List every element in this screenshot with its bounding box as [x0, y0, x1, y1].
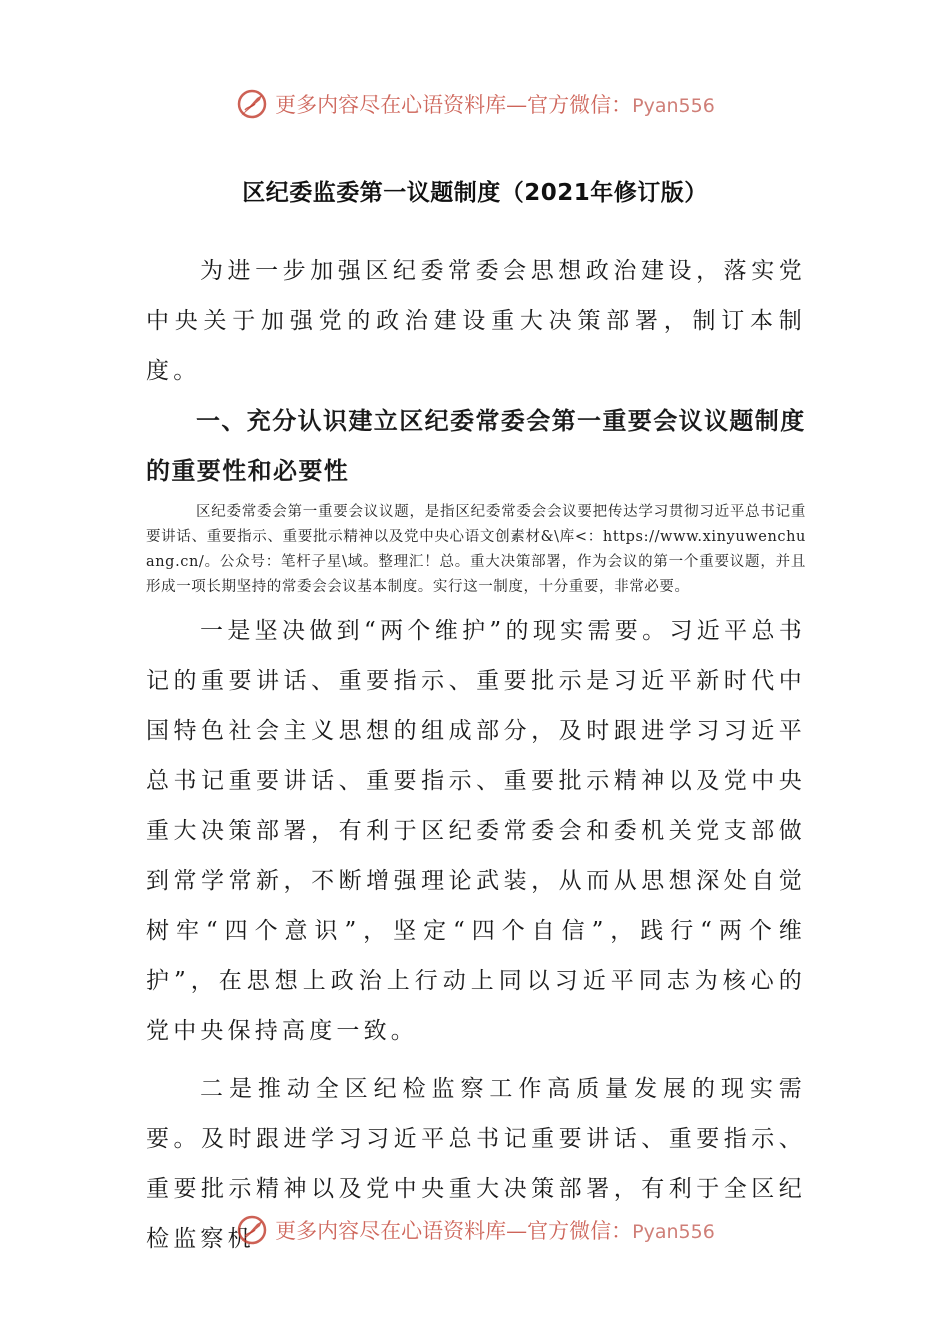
- section-note: 区纪委常委会第一重要会议议题，是指区纪委常委会会议要把传达学习贯彻习近平总书记重要讲话、重要指示、重要批示精神以及党中央心语文创素材&\库<：https://www.xinyuwenchuang.cn/。公众号：笔杆子星\域。整理汇！总。重大决策部署，作为会议的第一个重要议题，并且形成一项长期坚持的常委会会议基本制度。实行这一制度，十分重要，非常必要。: [146, 504, 806, 595]
- pen-logo-icon: [235, 86, 271, 122]
- intro-paragraph: 为进一步加强区纪委常委会思想政治建设，落实党中央关于加强党的政治建设重大决策部署，制订本制度。: [146, 258, 806, 384]
- document-body: [146, 246, 806, 1264]
- point-one-paragraph: 一是坚决做到“两个维护”的现实需要。习近平总书记的重要讲话、重要指示、重要批示是习近平新时代中国特色社会主义思想的组成部分，及时跟进学习习近平总书记重要讲话、重要指示、重要批示精神以及党中央重大决策部署，有利于区纪委常委会和委机关党支部做到常学常新，不断增强理论武装，从而从思想深处自觉树牢“四个意识”，坚定“四个自信”，践行“两个维护”，在思想上政治上行动上同以习近平同志为核心的党中央保持高度一致。: [146, 618, 806, 1044]
- watermark-text: 更多内容尽在心语资料库—官方微信：Pyan556: [275, 1219, 715, 1243]
- document-title: 区纪委监委第一议题制度（2021年修订版）: [242, 180, 708, 206]
- watermark-banner-bottom: [0, 1210, 950, 1250]
- section-heading: 一、充分认识建立区纪委常委会第一重要会议议题制度的重要性和必要性: [146, 407, 806, 485]
- watermark-text: 更多内容尽在心语资料库—官方微信：Pyan556: [275, 93, 715, 117]
- pen-logo-icon: [235, 1212, 271, 1248]
- watermark-banner-top: [0, 84, 950, 124]
- point-two-paragraph: 二是推动全区纪检监察工作高质量发展的现实需要。及时跟进学习习近平总书记重要讲话、重要指示、重要批示精神以及党中央重大决策部署，有利于全区纪检监察机: [146, 1076, 806, 1252]
